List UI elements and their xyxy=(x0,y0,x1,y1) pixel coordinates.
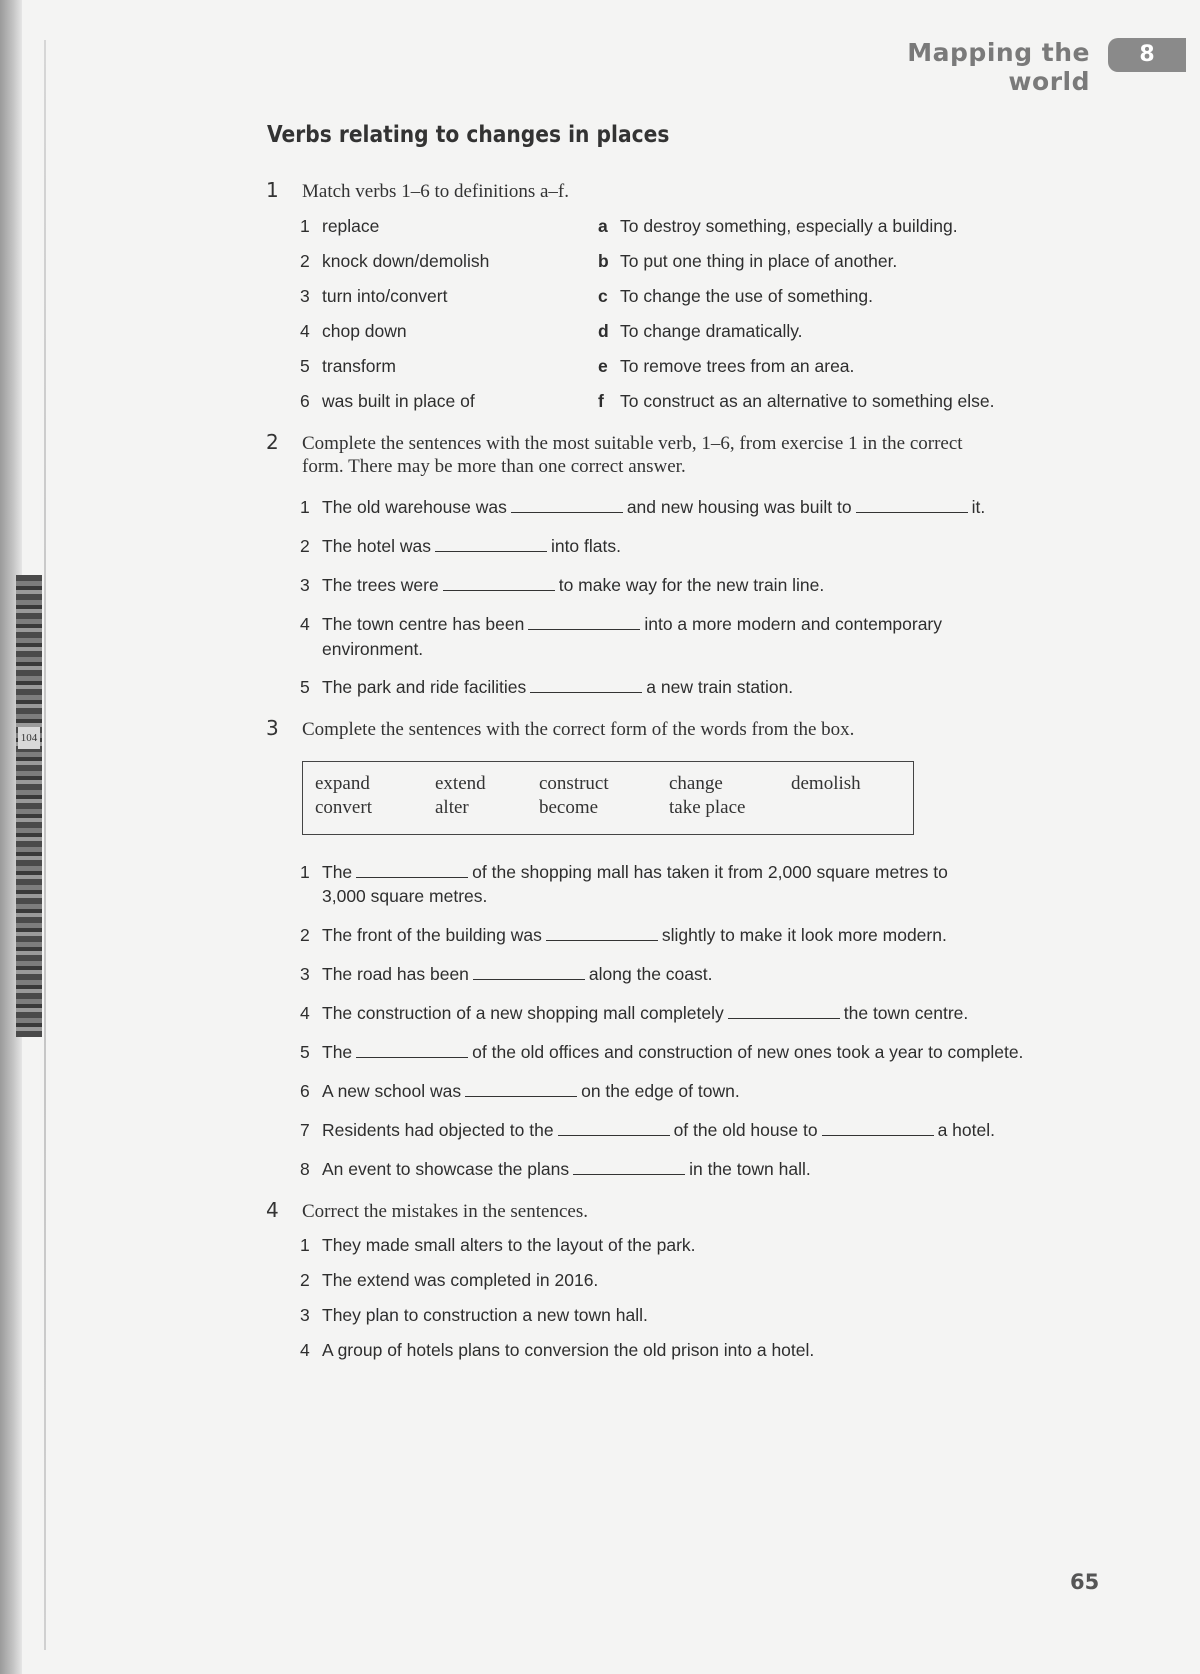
sentence-item: 1 The of the shopping mall has taken it from 2,000 square metres to xyxy=(300,862,948,882)
answer-blank[interactable] xyxy=(356,1043,468,1058)
exercise-number: 2 xyxy=(266,430,279,454)
answer-blank[interactable] xyxy=(435,537,547,552)
sentence-item: 5 The park and ride facilities a new train station. xyxy=(300,677,794,697)
box-word: change xyxy=(669,773,723,794)
verb-item: 4 chop down xyxy=(300,321,407,341)
box-word: construct xyxy=(539,773,609,794)
sentence-item: 2 The hotel was into flats. xyxy=(300,536,621,556)
binding-line xyxy=(44,40,46,1650)
answer-blank[interactable] xyxy=(356,863,468,878)
answer-blank[interactable] xyxy=(530,678,642,693)
verb-item: 6 was built in place of xyxy=(300,391,475,411)
sentence-continuation: 3,000 square metres. xyxy=(322,886,488,906)
box-word: take place xyxy=(669,797,746,818)
answer-blank[interactable] xyxy=(443,576,555,591)
sentence-item: 2 The front of the building was slightly to make it look more modern. xyxy=(300,925,947,945)
answer-blank[interactable] xyxy=(856,498,968,513)
sentence-continuation: environment. xyxy=(322,639,424,659)
box-word: demolish xyxy=(791,773,861,794)
definition-item: a To destroy something, especially a building. xyxy=(598,216,958,236)
section-title: Verbs relating to changes in places xyxy=(267,122,670,148)
exercise-instruction: Match verbs 1–6 to definitions a–f. xyxy=(302,181,570,202)
box-word: extend xyxy=(435,773,486,794)
answer-blank[interactable] xyxy=(822,1121,934,1136)
verb-item: 5 transform xyxy=(300,356,396,376)
sentence-item: 6 A new school was on the edge of town. xyxy=(300,1081,740,1101)
answer-blank[interactable] xyxy=(546,926,658,941)
answer-blank[interactable] xyxy=(573,1160,685,1175)
verb-item: 2 knock down/demolish xyxy=(300,251,490,271)
verb-item: 1 replace xyxy=(300,216,380,236)
sentence-item: 5 The of the old offices and construction of new ones took a year to complete. xyxy=(300,1042,1024,1062)
adjacent-page-strip xyxy=(16,575,42,1037)
answer-blank[interactable] xyxy=(558,1121,670,1136)
definition-item: e To remove trees from an area. xyxy=(598,356,855,376)
sentence-item: 3 The road has been along the coast. xyxy=(300,964,713,984)
answer-blank[interactable] xyxy=(465,1082,577,1097)
verb-item: 3 turn into/convert xyxy=(300,286,448,306)
word-box xyxy=(302,761,914,835)
box-word: expand xyxy=(315,773,370,794)
unit-title: Mapping the world xyxy=(907,38,1090,96)
exercise-instruction: Complete the sentences with the correct form of the words from the box. xyxy=(302,719,855,740)
answer-blank[interactable] xyxy=(511,498,623,513)
answer-blank[interactable] xyxy=(728,1004,840,1019)
page-number: 65 xyxy=(1070,1570,1100,1594)
exercise-instruction: Correct the mistakes in the sentences. xyxy=(302,1201,588,1222)
definition-item: f To construct as an alternative to something else. xyxy=(598,391,995,411)
exercise-number: 4 xyxy=(266,1198,279,1222)
spine-tab: 104 xyxy=(18,727,40,749)
sentence-item: 7 Residents had objected to the of the old house to a hotel. xyxy=(300,1120,995,1140)
correction-item: 2 The extend was completed in 2016. xyxy=(300,1270,599,1290)
unit-badge: 8 xyxy=(1108,38,1186,72)
box-word: alter xyxy=(435,797,469,818)
definition-item: b To put one thing in place of another. xyxy=(598,251,898,271)
correction-item: 1 They made small alters to the layout of the park. xyxy=(300,1235,696,1255)
correction-item: 3 They plan to construction a new town hall. xyxy=(300,1305,648,1325)
definition-item: d To change dramatically. xyxy=(598,321,803,341)
answer-blank[interactable] xyxy=(473,965,585,980)
exercise-number: 1 xyxy=(266,178,279,202)
sentence-item: 4 The construction of a new shopping mall completely the town centre. xyxy=(300,1003,969,1023)
sentence-item: 3 The trees were to make way for the new train line. xyxy=(300,575,825,595)
sentence-item: 1 The old warehouse was and new housing was built to it. xyxy=(300,497,986,517)
box-word: convert xyxy=(315,797,372,818)
exercise-instruction: Complete the sentences with the most suitable verb, 1–6, from exercise 1 in the correct form. There may be more than one correct answer. xyxy=(302,433,963,477)
box-word: become xyxy=(539,797,599,818)
answer-blank[interactable] xyxy=(528,615,640,630)
exercise-number: 3 xyxy=(266,716,279,740)
correction-item: 4 A group of hotels plans to conversion the old prison into a hotel. xyxy=(300,1340,815,1360)
definition-item: c To change the use of something. xyxy=(598,286,873,306)
sentence-item: 8 An event to showcase the plans in the town hall. xyxy=(300,1159,811,1179)
sentence-item: 4 The town centre has been into a more modern and contemporary xyxy=(300,614,943,634)
